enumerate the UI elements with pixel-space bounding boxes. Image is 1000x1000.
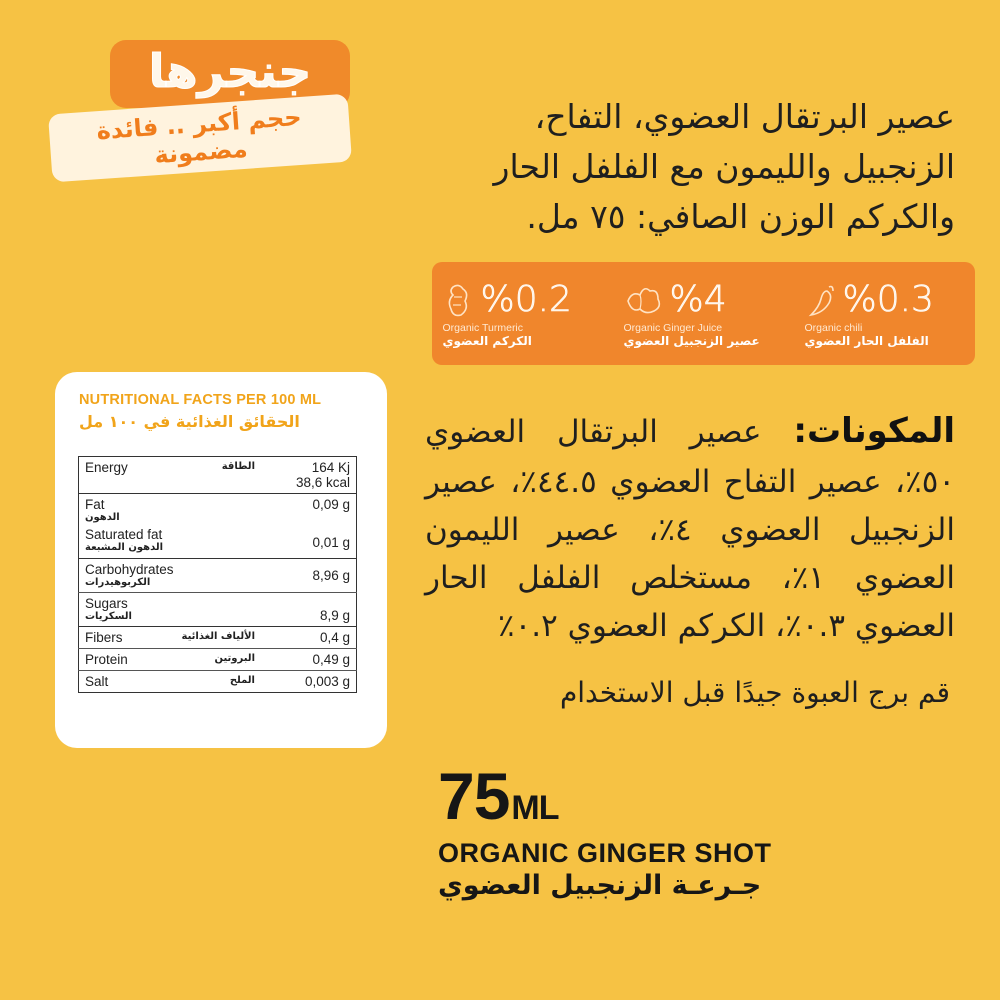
nutrient-value: 0,09 g [261, 494, 357, 528]
pct-chili-value: %0.3 [842, 279, 934, 320]
nutrient-name-ar: الكربوهيدرات [85, 577, 151, 588]
ingredient-percentages-band [432, 262, 975, 365]
pct-ginger-label-en: Organic Ginger Juice [623, 322, 723, 334]
volume-number: 75 [438, 759, 510, 833]
ginger-icon [624, 281, 664, 319]
nutrient-name-en: Salt [85, 674, 109, 689]
nutrient-value: 8,96 g [261, 559, 357, 593]
nutrient-name-ar: الملح [229, 675, 255, 686]
table-row [79, 559, 357, 593]
product-name-en: ORGANIC GINGER SHOT [438, 838, 772, 868]
pct-turmeric-label-ar: الكركم العضوي [442, 334, 532, 348]
nutrient-value: 8,9 g [261, 593, 357, 627]
volume-unit: ML [511, 789, 559, 827]
nutrient-name-en: Fat [85, 497, 105, 512]
table-row [79, 671, 357, 693]
nutrient-name-ar: الطاقة [221, 461, 255, 472]
pct-chili-label-en: Organic chili [804, 322, 863, 334]
ingredients-text: عصير البرتقال العضوي ٥٠٪، عصير التفاح العضوي ٤٤.٥٪، عصير الزنجبيل العضوي ٤٪، عصير الليمون العضوي ١٪، مستخلص الفلفل الحار العضوي ٠.٣٪، الكركم العضوي ٠.٢٪ [425, 414, 956, 644]
ingredients-title: المكونات: [793, 411, 955, 451]
nutrient-name-en: Saturated fat [85, 527, 163, 542]
table-row [79, 593, 357, 627]
nutrient-name-ar: الألياف الغذائية [181, 631, 255, 642]
nutrient-value: 0,01 g [312, 535, 350, 550]
nutrient-name-en: Energy [85, 460, 128, 475]
nutrient-name-en: Protein [85, 652, 128, 667]
nutrient-name-en: Fibers [85, 630, 123, 645]
ingredients-block [425, 405, 955, 650]
nutrition-heading-en: NUTRITIONAL FACTS PER 100 ML [79, 392, 322, 408]
nutrient-value: 164 Kj [311, 460, 350, 475]
volume-label [438, 758, 559, 834]
pct-ginger-label-ar: عصير الزنجبيل العضوي [623, 334, 760, 348]
nutrient-name-en: Sugars [85, 596, 128, 611]
turmeric-icon [443, 281, 475, 319]
pct-turmeric-label-en: Organic Turmeric [442, 322, 524, 334]
nutrition-table [78, 456, 357, 693]
nutrient-name-ar: البروتين [214, 653, 255, 664]
nutrient-value: 0,4 g [261, 627, 357, 649]
table-row [79, 457, 357, 494]
table-row [79, 649, 357, 671]
brand-slogan: حجم أكبر .. فائدة مضمونة [48, 94, 352, 183]
usage-instruction: قم برج العبوة جيدًا قبل الاستخدام [559, 676, 950, 709]
product-name-ar: جـرعـة الزنجبيل العضوي [438, 870, 762, 901]
pct-turmeric-value: %0.2 [480, 279, 572, 320]
pct-ginger [624, 279, 784, 348]
nutrient-name-ar: السكريات [85, 611, 132, 622]
nutrition-heading-ar: الحقائق الغذائية في ١٠٠ مل [79, 412, 300, 431]
brand-logo [50, 40, 370, 170]
table-row [79, 494, 357, 528]
chili-icon [805, 281, 837, 319]
table-row [79, 527, 357, 559]
brand-logo-wordmark: جنجرها [110, 40, 350, 108]
pct-chili [805, 279, 965, 348]
product-description: عصير البرتقال العضوي، التفاح، الزنجبيل والليمون مع الفلفل الحار والكركم الوزن الصافي: ٧٥ مل. [493, 97, 955, 237]
nutrient-value: 0,003 g [261, 671, 357, 693]
table-row [79, 627, 357, 649]
pct-ginger-value: %4 [669, 279, 727, 320]
nutrient-value: 0,49 g [261, 649, 357, 671]
nutrient-name-en: Carbohydrates [85, 562, 174, 577]
nutrient-value-secondary: 38,6 kcal [295, 475, 350, 490]
nutrient-name-ar: الدهون المشبعة [85, 542, 164, 553]
pct-turmeric [443, 279, 603, 348]
pct-chili-label-ar: الفلفل الحار العضوي [804, 334, 929, 348]
nutrition-facts-card [55, 372, 387, 748]
nutrient-name-ar: الدهون [85, 512, 120, 523]
